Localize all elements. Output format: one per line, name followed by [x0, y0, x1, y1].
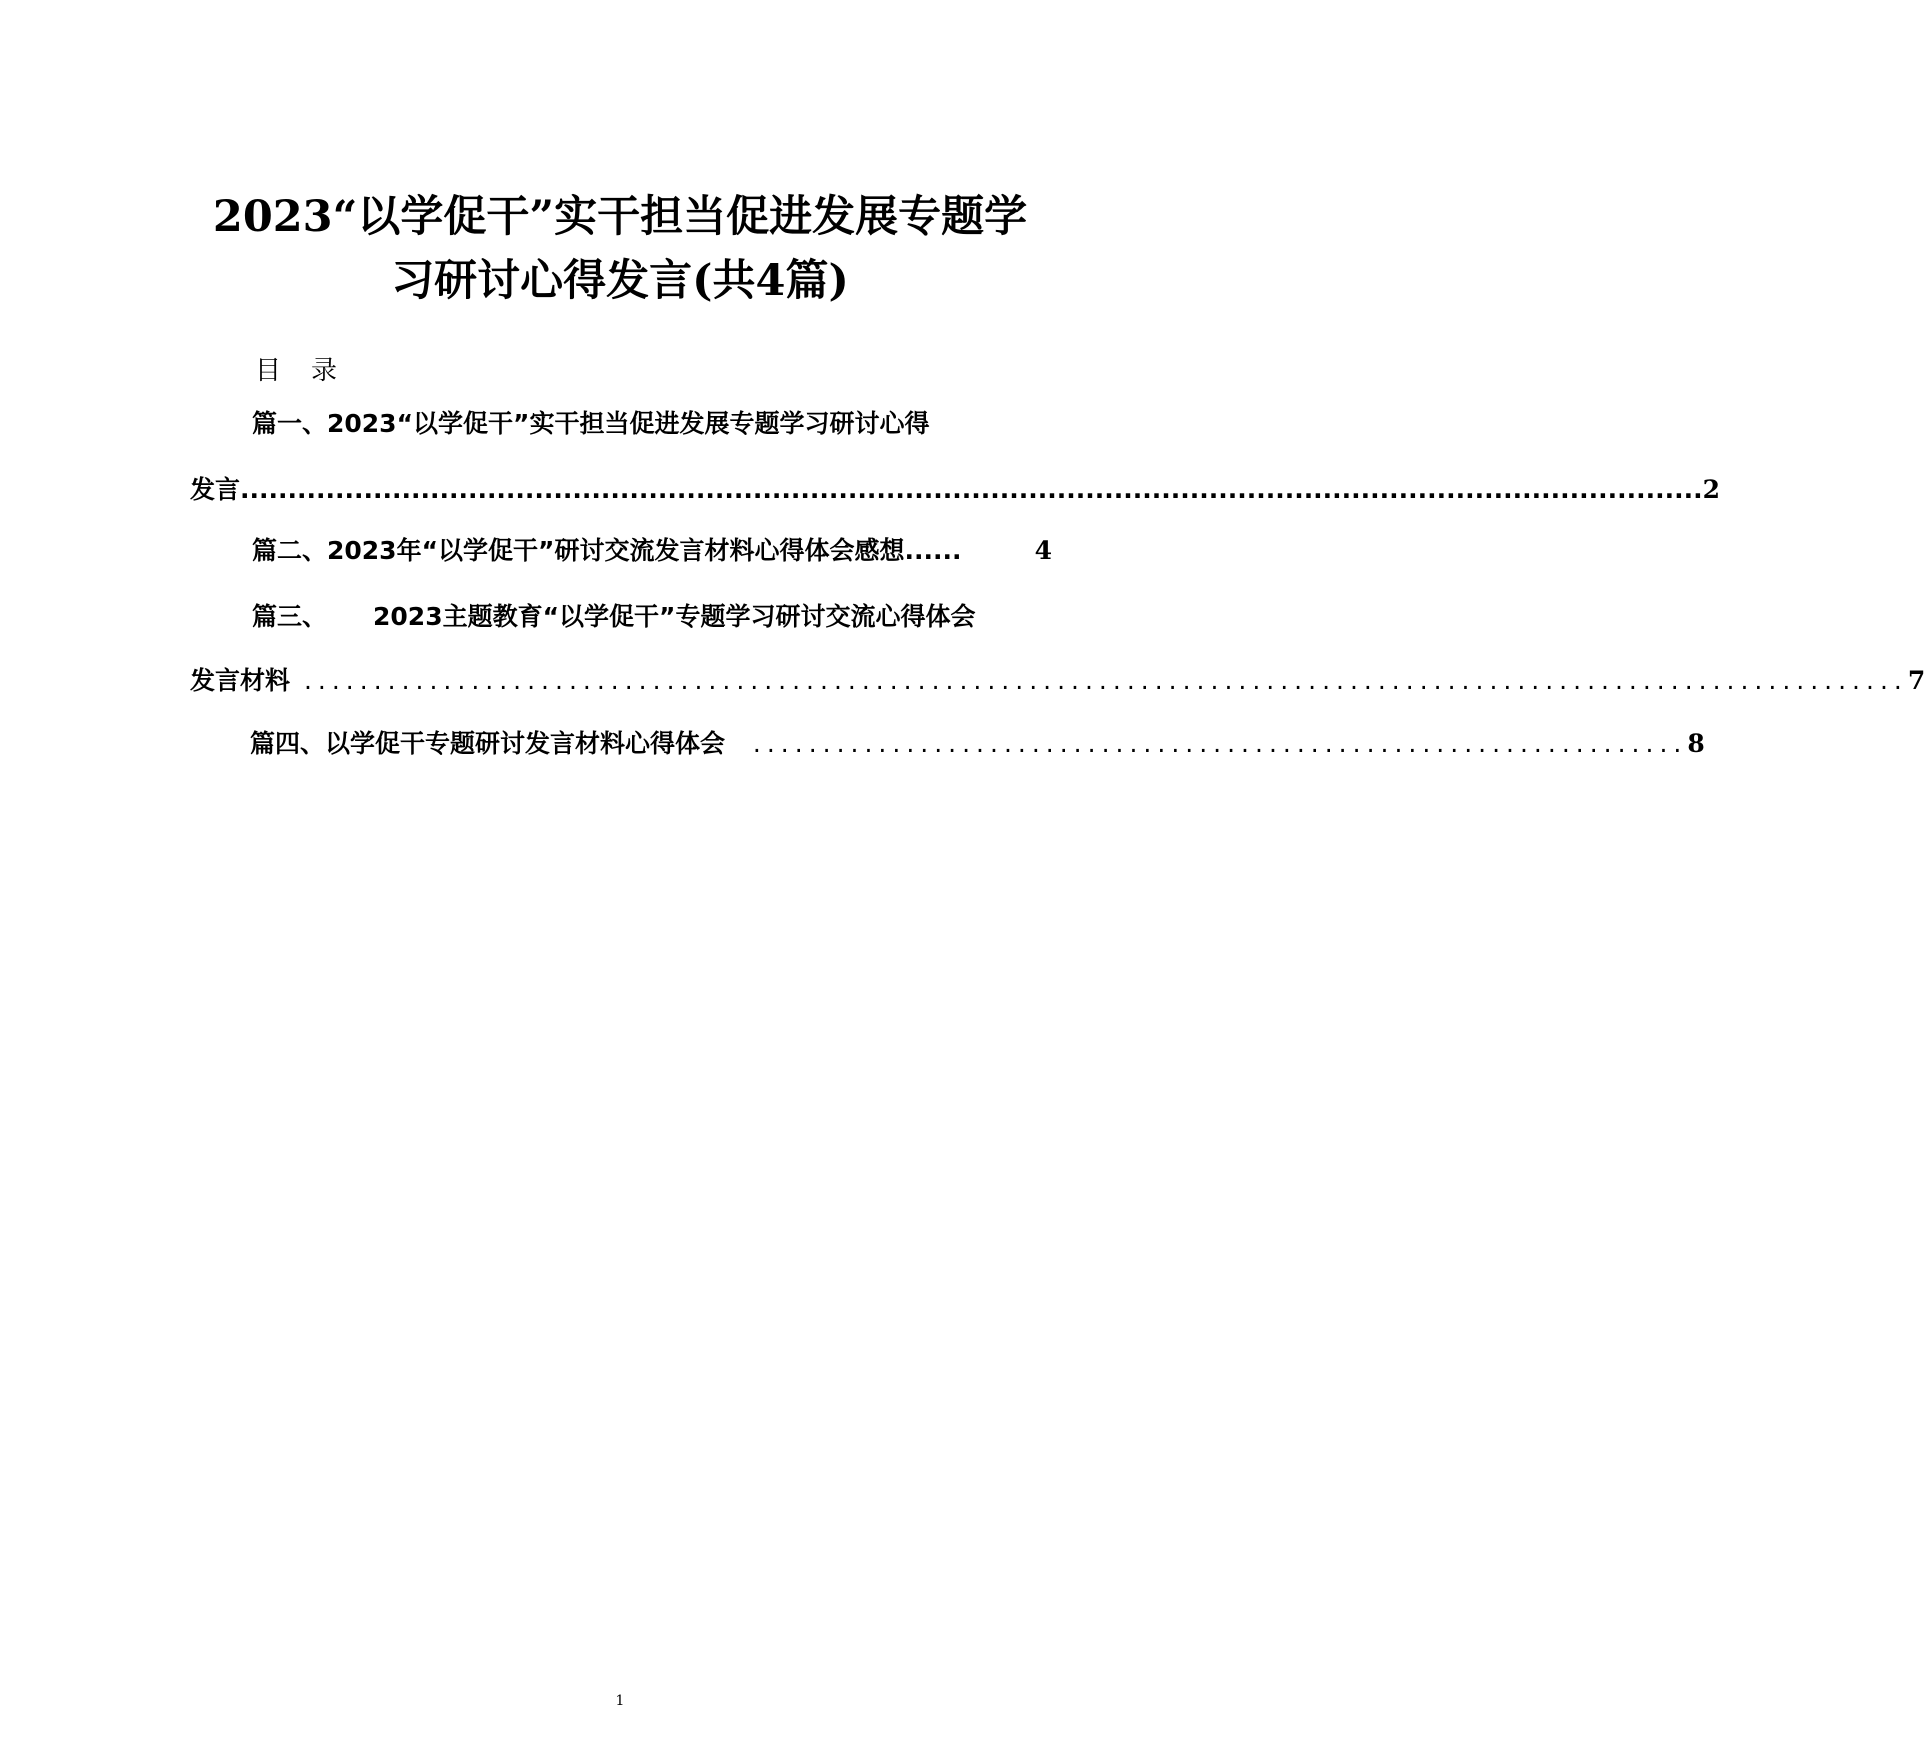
- toc-entry-3-page: 7: [1907, 666, 1925, 695]
- toc-leader-dots: ......: [904, 536, 962, 565]
- toc-entry-1-line-2[interactable]: [190, 472, 1720, 508]
- toc-leader-dots: ..........................................................................................................................................................: [240, 475, 1703, 504]
- toc-leader-dots: ...................................................................: [725, 729, 1688, 758]
- toc-entry-3-line-2[interactable]: [190, 663, 1925, 699]
- document-title: [150, 185, 1090, 313]
- toc-entry-1-label-cont: 发言: [190, 475, 241, 504]
- toc-entry-3-label: 2023主题教育“以学促干”专题学习研讨交流心得体会: [373, 602, 976, 631]
- toc-leader-dots: ...................................................................................................................: [290, 666, 1908, 695]
- toc-entry-1-line-1[interactable]: [252, 406, 929, 442]
- title-line-1: 2023“以学促干”实干担当促进发展专题学: [212, 192, 1028, 242]
- toc-entry-2[interactable]: [252, 533, 1052, 569]
- toc-entry-3-line-1[interactable]: [252, 599, 975, 635]
- toc-entry-1-label: 篇一、2023“以学促干”实干担当促进发展专题学习研讨心得: [252, 409, 930, 438]
- toc-entry-4-label: 篇四、以学促干专题研讨发言材料心得体会: [250, 729, 726, 758]
- toc-entry-3-label-cont: 发言材料: [190, 666, 291, 695]
- toc-entry-1-page: 2: [1702, 475, 1720, 504]
- toc-entry-2-page: 4: [1034, 536, 1052, 565]
- title-line-2: 习研讨心得发言(共4篇): [391, 256, 849, 306]
- toc-entry-2-label: 篇二、2023年“以学促干”研讨交流发言材料心得体会感想: [252, 536, 905, 565]
- toc-entry-4[interactable]: [250, 726, 1705, 762]
- toc-entry-3-prefix: 篇三、: [252, 602, 328, 631]
- page-number: 1: [615, 1693, 625, 1709]
- toc-entry-4-page: 8: [1687, 729, 1705, 758]
- toc-heading: 目录: [255, 356, 368, 386]
